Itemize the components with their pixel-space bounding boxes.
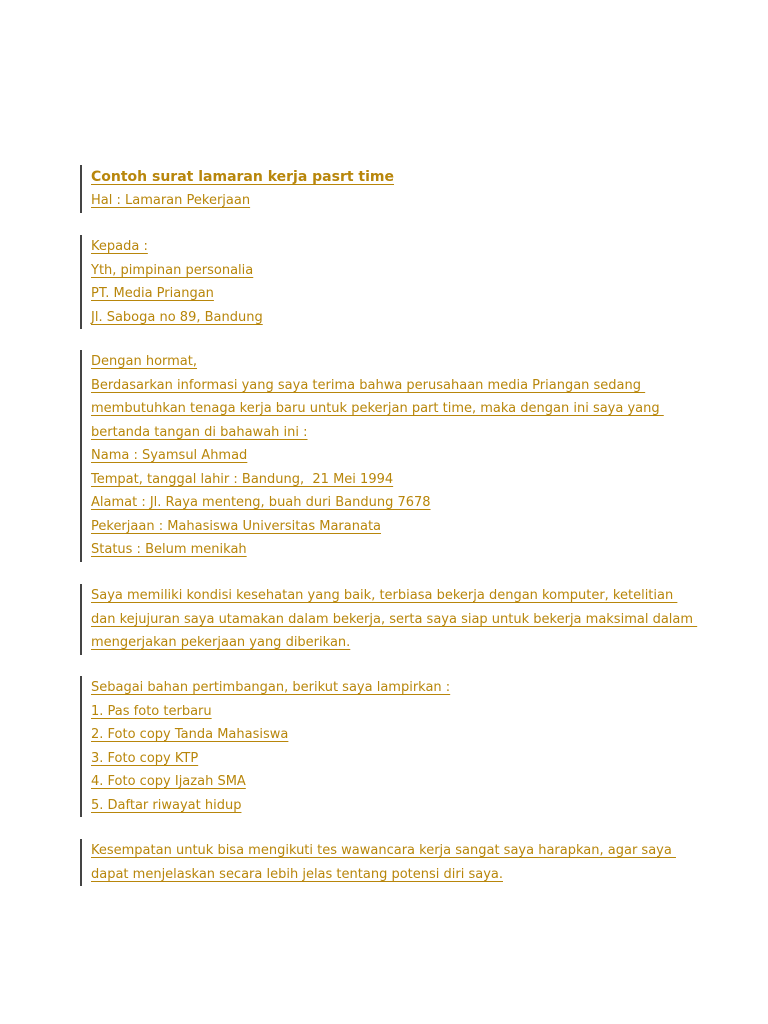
attachments-block (80, 676, 450, 817)
intro-line[interactable]: Alamat : Jl. Raya menteng, buah duri Bandung 7678 (91, 495, 431, 510)
header-block (80, 165, 394, 213)
recipient-line[interactable]: PT. Media Priangan (91, 286, 214, 301)
closing-line[interactable]: dapat menjelaskan secara lebih jelas tentang potensi diri saya. (91, 866, 503, 882)
intro-line[interactable]: Nama : Syamsul Ahmad (91, 448, 248, 463)
letter-subject[interactable]: Hal : Lamaran Pekerjaan (91, 193, 251, 208)
intro-line[interactable]: Status : Belum menikah (91, 542, 247, 557)
intro-line[interactable]: Pekerjaan : Mahasiswa Universitas Maranata (91, 518, 382, 534)
closing-line[interactable]: Kesempatan untuk bisa mengikuti tes wawancara kerja sangat saya harapkan, agar saya (91, 843, 676, 858)
attachments-line[interactable]: 3. Foto copy KTP (91, 750, 199, 766)
attachments-line[interactable]: Sebagai bahan pertimbangan, berikut saya lampirkan : (91, 680, 451, 695)
intro-line[interactable]: bertanda tangan di bahawah ini : (91, 424, 308, 440)
recipient-line[interactable]: Yth, pimpinan personalia (91, 262, 254, 278)
recipient-line[interactable]: Kepada : (91, 239, 148, 254)
intro-block (80, 350, 664, 562)
attachments-line[interactable]: 5. Daftar riwayat hidup (91, 797, 242, 813)
intro-line[interactable]: Berdasarkan informasi yang saya terima bahwa perusahaan media Priangan sedang (91, 377, 646, 393)
condition-line[interactable]: mengerjakan pekerjaan yang diberikan. (91, 635, 351, 650)
attachments-line[interactable]: 4. Foto copy Ijazah SMA (91, 774, 246, 789)
intro-line[interactable]: Tempat, tanggal lahir : Bandung, 21 Mei 1994 (91, 471, 394, 487)
intro-line[interactable]: membutuhkan tenaga kerja baru untuk pekerjan part time, maka dengan ini saya yang (91, 401, 664, 416)
attachments-line[interactable]: 1. Pas foto terbaru (91, 703, 212, 719)
closing-block (80, 839, 676, 886)
attachments-line[interactable]: 2. Foto copy Tanda Mahasiswa (91, 727, 289, 742)
intro-line[interactable]: Dengan hormat, (91, 354, 198, 369)
condition-line[interactable]: dan kejujuran saya utamakan dalam bekerja, serta saya siap untuk bekerja maksimal dalam (91, 611, 698, 627)
recipient-block (80, 235, 263, 329)
condition-block (80, 584, 697, 655)
letter-title[interactable]: Contoh surat lamaran kerja pasrt time (91, 169, 395, 185)
condition-line[interactable]: Saya memiliki kondisi kesehatan yang baik, terbiasa bekerja dengan komputer, ketelitian (91, 588, 678, 603)
recipient-line[interactable]: Jl. Saboga no 89, Bandung (91, 309, 263, 325)
